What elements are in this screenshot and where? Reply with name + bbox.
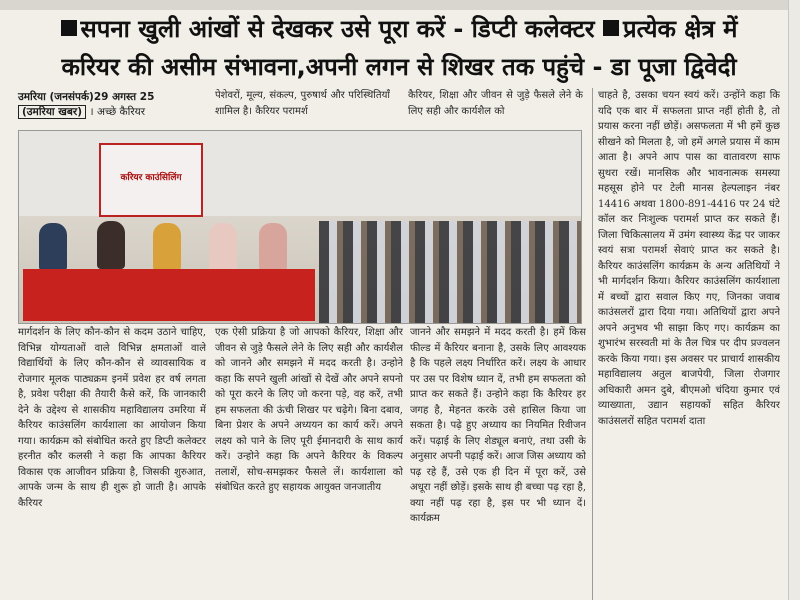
lead-text: । अच्छे कैरियर bbox=[89, 106, 146, 118]
source-label: (उमरिया खबर) bbox=[18, 105, 86, 119]
stage-table bbox=[23, 269, 315, 321]
previous-headline-strip bbox=[0, 0, 800, 10]
top-column-text-2: कैरियर, शिक्षा और जीवन से जुड़े फैसले लेने के लिए सही और कार्यशैल को bbox=[408, 90, 583, 117]
headline-line-1 bbox=[18, 10, 780, 48]
article-column-3: जानने और समझने में मदद करती है। हमें किस फील्ड में कैरियर बनाना है, उसके लिए आवश्यक है कि पहले लक्ष्य निर्धारित करें। लक्ष्य के आधार पर उस पर विशेष ध्यान दें, तभी हम सफलता को प्राप्त कर सकते हैं। उन्होने कहा कि कैरियर हर जगह है, मेहनत करके उसे हासिल किया जा सकता है। पढ़े हुए अध्याय का नियमित रिवीजन करें। पढ़ाई के लिए शेड्यूल बनाएं, तथा उसी के अनुसार अपनी पढ़ाई करें। आज जिस अध्याय को पढ़ रहे हैं, उसे एक ही दिन में पूरा करें, उसे अधूरा नहीं छोड़ें। इसके साथ ही बच्चा पढ़ रहा है, क्या नहीं पढ़ रहा है, इस पर भी ध्यान दें। कार्यक्रम bbox=[410, 327, 586, 524]
column-divider bbox=[592, 88, 593, 600]
headline-part-b: प्रत्येक क्षेत्र में bbox=[622, 15, 738, 43]
guest-figure bbox=[209, 223, 237, 271]
guest-figure bbox=[153, 223, 181, 271]
headline-part-a: सपना खुली आंखों से देखकर उसे पूरा करें - डिप्टी कलेक्टर bbox=[80, 15, 595, 43]
dateline-place-date: उमरिया (जनसंपर्क)29 अगस्त 25 bbox=[18, 91, 155, 103]
news-headline bbox=[18, 10, 780, 86]
dateline bbox=[18, 90, 178, 120]
audience-crowd bbox=[319, 221, 581, 323]
guest-figure bbox=[259, 223, 287, 271]
event-photo bbox=[18, 130, 582, 324]
article-column-1: मार्गदर्शन के लिए कौन-कौन से कदम उठाने चाहिए, विभिन्न योग्यताओं वाले विभिन्न क्षमताओं वाले विद्यार्थियों के लिए कौन-कौन से व्यावसायिक व रोजगार मूलक पाठ्यक्रम इनमें प्रवेश हर वर्ष लगता है, प्रवेश परीक्षा की तैयारी कैसे करें, कि जानकारी देने के उद्देश्य से शासकीय महाविद्यालय उमरिया में कैरियर काउंसलिंग कार्यशाला का आयोजन किया गया। कार्यक्रम को संबोधित करते हुए डिप्टी कलेक्टर हरनीत कौर कलसी ने कहा कि आपका कैरियर विकास एक आजीवन प्रक्रिया है, जिसकी शुरुआत, आपके जन्म के साथ ही शुरू हो जाती है। आपके कैरियर bbox=[18, 327, 206, 509]
photo-banner bbox=[99, 143, 203, 217]
top-column-text-1: पेशेवरों, मूल्य, संकल्प, पुरुषार्थ और परिस्थितियाँ शामिल है। कैरियर परामर्श bbox=[215, 90, 390, 117]
adjacent-page-edge bbox=[788, 0, 800, 600]
headline-line-2: करियर की असीम संभावना,अपनी लगन से शिखर तक पहुंचे - डा पूजा द्विवेदी bbox=[61, 53, 737, 81]
article-column-2: एक ऐसी प्रक्रिया है जो आपको कैरियर, शिक्षा और जीवन से जुड़े फैसले लेने के लिए सही और कार्यशैल को जानने और समझने में मदद करती है। उन्होने कहा कि सपने खुली आंखों से देखें और अपने सपनो को पूरा करने के लिए जो करना पड़े, वह करें, तभी हम सफलता की ऊंची शिखर पर चढ़ेगे। बिना दबाव, बिना प्रेशर के अपने अध्ययन का कार्य करें। अपने लक्ष्य को पाने के लिए पूरी ईमानदारी के साथ कार्य करें। उन्होने कहा कि अपने कैरियर के विकल्प तलाशें, सोच-समझकर फैसले लें। कार्यशाला को संबोधित करते हुए सहायक आयुक्त जनजातीय bbox=[215, 327, 403, 493]
photo-banner-text: करियर काउंसिलिंग bbox=[120, 173, 182, 183]
dateline-source-row bbox=[18, 105, 178, 120]
bullet-square-icon bbox=[603, 20, 619, 36]
bullet-square-icon bbox=[61, 20, 77, 36]
guest-figure bbox=[39, 223, 67, 271]
article-column-4: चाहते है, उसका चयन स्वयं करें। उन्होंने कहा कि यदि एक बार में सफलता प्राप्त नहीं होती है, तो प्रयास करना नहीं छोड़ें। असफलता में भी हमें कुछ सीखने को मिलता है, जो हमें अगले प्रयास में काम आता है। अपने आप पास का वातावरण साफ सुथरा रखें। मानसिक और भावनात्मक समस्या महसूस होने पर टेली मानस हेल्पलाइन नंबर 14416 अथवा 1800-891-4416 पर 24 घंटे कॉल कर निःशुल्क परामर्श प्राप्त कर सकते हैं। जिला चिकित्सालय में उमंग स्वास्थ्य केंद्र पर जाकर स्वयं सत्रा परामर्श सेवाएं प्राप्त कर सकते है। कैरियर काउंसलिंग कार्यक्रम के अन्य अतिथियों ने भी मार्गदर्शन किया। कैरियर काउंसलिंग कार्यशाला में बच्चों द्वारा सवाल किए गए, जिनका जवाब काउंसलरों द्वारा दिया गया। अतिथियों द्वारा अपने अपने अनुभव भी साझा किए गए। कार्यक्रम का शुभारंभ सरस्वती मां के तैल चित्र पर दीप प्रज्वलन करके किया गया। इस अवसर पर प्राचार्य शासकीय महाविद्यालय अतुल बाजपेयी, जिला रोजगार अधिकारी अमन दुबे, बीएमओ चंदिया कुमार एवं व्याख्याता, उद्यान सहायकों सहित कैरियर काउंसलरों सहित परामर्श दाता bbox=[598, 90, 780, 427]
guest-figure bbox=[97, 221, 125, 269]
